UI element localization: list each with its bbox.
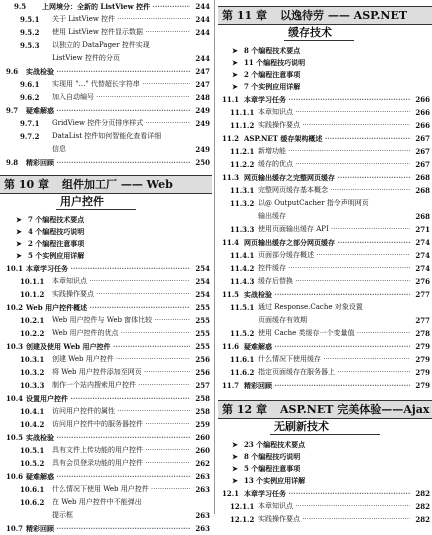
page-number: 257 [195, 381, 210, 390]
page-number: 263 [195, 524, 210, 533]
page-number: 263 [195, 472, 210, 481]
arrow-bullet-icon: ➤ [16, 227, 22, 236]
page-number: 279 [415, 368, 430, 377]
section-title: 页面缓存有效期 [258, 316, 307, 324]
section-title: 疑难解惑 ····· [26, 470, 190, 483]
section-title: 加入自动编号 ····· [52, 91, 190, 104]
section-number: 9.5.3 [20, 41, 40, 50]
section-number: 11.4.2 [230, 264, 255, 273]
section-title: 实践操作要点 ····· [52, 288, 190, 301]
section-title: ASP.NET 缓存架构概述 ····· [244, 132, 410, 145]
toc-subsection-entry [0, 314, 212, 327]
section-number: 11.4.1 [230, 251, 255, 260]
toc-subsection-entry [0, 26, 212, 39]
toc-subsection-entry [0, 143, 212, 156]
page-number: 262 [195, 459, 210, 468]
section-title: 通过 Response.Cache 对象设置 [258, 303, 363, 311]
section-number: 10.1 [6, 264, 24, 273]
toc-subsection-entry [0, 275, 212, 288]
toc-section-entry [0, 301, 212, 314]
section-number: 10.6.2 [20, 498, 45, 507]
page-number: 277 [415, 290, 430, 299]
page-number: 277 [415, 316, 430, 325]
section-number: 9.6.2 [20, 93, 40, 102]
section-title: 疑难解惑 ····· [26, 104, 190, 117]
page-number: 258 [195, 394, 210, 403]
toc-subsection-entry [0, 327, 212, 340]
toc-left-column [0, 0, 212, 535]
section-number: 9.5.2 [20, 28, 40, 37]
section-title: 网页输出缓存之部分网页缓存 ····· [244, 236, 410, 249]
toc-subsection-entry [218, 314, 432, 327]
page-number: 266 [415, 121, 430, 130]
toc-subsection-entry [0, 366, 212, 379]
section-title: Web 用户控件与 Web 窗体比较 ····· [52, 314, 190, 327]
highlight-text: 8 个编程技巧说明 [244, 452, 301, 461]
section-number: 10.4 [6, 394, 24, 403]
page-number: 244 [195, 15, 210, 24]
toc-subsection-entry [0, 117, 212, 130]
toc-subsection-entry [0, 483, 212, 496]
toc-subsection-entry [0, 405, 212, 418]
toc-section-entry [218, 340, 432, 353]
chapter-underline [56, 209, 136, 211]
section-title: 提示框 [52, 511, 73, 519]
page-number: 244 [195, 54, 210, 63]
section-title: 实践操作要点 ····· [258, 513, 410, 526]
toc-subsection-entry [0, 418, 212, 431]
arrow-bullet-icon: ➤ [232, 70, 238, 79]
page-number: 256 [195, 368, 210, 377]
section-number: 10.1.2 [20, 290, 45, 299]
section-title: 具有文件上传功能的用户控件 ····· [52, 444, 190, 457]
section-number: 11.1.2 [230, 121, 255, 130]
section-title: 缓存的优点 ····· [258, 158, 410, 171]
highlight-text: 2 个编程注意事项 [244, 70, 301, 79]
section-title: 新增功能 ····· [258, 145, 410, 158]
page-number: 268 [415, 186, 430, 195]
page-number: 249 [195, 145, 210, 154]
toc-subsection-entry [0, 379, 212, 392]
toc-subsection-entry [218, 223, 432, 236]
section-number: 10.3.1 [20, 355, 45, 364]
section-number: 10.4.2 [20, 420, 45, 429]
chapter-highlight-item [218, 57, 432, 69]
highlight-text: 7 个实例应用详解 [244, 82, 301, 91]
section-number: 9.7.2 [20, 132, 40, 141]
section-title: 具有会员登录功能的用户控件 ····· [52, 457, 190, 470]
toc-subsection-entry [0, 91, 212, 104]
section-number: 12.1.2 [230, 515, 255, 524]
page-number: 268 [415, 173, 430, 182]
toc-subsection-entry [0, 457, 212, 470]
section-title: 上网境分：全新的 ListView 控件 ····· [42, 0, 190, 13]
page-number: 256 [195, 355, 210, 364]
page-number: 255 [195, 329, 210, 338]
chapter-title: 组件加工厂 —— Web [62, 178, 173, 191]
arrow-bullet-icon: ➤ [232, 452, 238, 461]
page-number: 263 [195, 511, 210, 520]
page-number: 278 [415, 329, 430, 338]
chapter-11-heading [218, 6, 432, 41]
page-number: 247 [195, 67, 210, 76]
page-number: 282 [415, 489, 430, 498]
section-title: 网页输出缓存之完整网页缓存 ····· [244, 171, 410, 184]
chapter-title: 以逸待劳 —— ASP.NET [280, 9, 408, 22]
toc-subsection-entry [218, 327, 432, 340]
toc-section-entry [0, 65, 212, 78]
chapter-highlight-item [218, 463, 432, 475]
toc-subsection-entry [218, 184, 432, 197]
section-title: 创建及使用 Web 用户控件 ····· [26, 340, 190, 353]
section-title: 设置用户控件 ····· [26, 392, 190, 405]
toc-subsection-entry [0, 130, 212, 143]
section-title: 精彩回顾 ····· [26, 156, 190, 169]
toc-section-entry [218, 132, 432, 145]
page-number: 274 [415, 264, 430, 273]
arrow-bullet-icon: ➤ [232, 476, 238, 485]
toc-subsection-entry [218, 366, 432, 379]
chapter-highlight-item [218, 81, 432, 93]
chapter-highlight-item [0, 226, 212, 238]
section-number: 9.6 [6, 67, 19, 76]
section-title: 缓存后替换 ····· [258, 275, 410, 288]
section-number: 10.3.3 [20, 381, 45, 390]
toc-subsection-entry [218, 158, 432, 171]
chapter-highlight-item [218, 45, 432, 57]
highlight-text: 5 个编程注意事项 [244, 464, 301, 473]
highlight-text: 23 个编程技术要点 [244, 440, 306, 449]
section-number: 10.5.1 [20, 446, 45, 455]
section-number: 11.5.1 [230, 303, 255, 312]
chapter-number: 第 10 章 [4, 178, 49, 191]
toc-subsection-entry [0, 0, 212, 13]
section-number: 11.5 [222, 290, 240, 299]
section-title: 精彩回顾 ····· [26, 522, 190, 535]
section-title: 疑难解惑 ····· [244, 340, 410, 353]
section-number: 10.5 [6, 433, 24, 442]
section-number: 9.5.1 [20, 15, 40, 24]
section-number: 9.7 [6, 106, 19, 115]
section-number: 12.1 [222, 489, 240, 498]
section-number: 11.1.1 [230, 108, 255, 117]
toc-subsection-entry [0, 52, 212, 65]
toc-section-entry [0, 156, 212, 169]
section-title: 本章知识点 ····· [258, 106, 410, 119]
page-number: 271 [415, 225, 430, 234]
toc-subsection-entry [218, 249, 432, 262]
section-number: 11.4 [222, 238, 240, 247]
toc-section-entry [0, 522, 212, 535]
page-number: 260 [195, 433, 210, 442]
page-number: 274 [415, 238, 430, 247]
page-number: 266 [415, 95, 430, 104]
section-number: 10.6.1 [20, 485, 45, 494]
section-title: 以@ OutputCacher 指令声明网页 [258, 199, 369, 207]
arrow-bullet-icon: ➤ [16, 215, 22, 224]
highlight-text: 4 个编程技巧说明 [28, 227, 85, 236]
chapter-title-line2: 缓存技术 [288, 26, 332, 39]
section-title: 指定页面缓存在服务器上 ····· [258, 366, 410, 379]
page-number: 258 [195, 407, 210, 416]
section-title: 页面部分缓存概述 ····· [258, 249, 410, 262]
chapter-highlight-item [218, 475, 432, 487]
section-title: 创建 Web 用户控件 ····· [52, 353, 190, 366]
highlight-text: 13 个实例应用详解 [244, 476, 306, 485]
arrow-bullet-icon: ➤ [16, 239, 22, 248]
section-title: 访问用户控件的属性 ····· [52, 405, 190, 418]
toc-section-entry [218, 171, 432, 184]
toc-subsection-entry [0, 39, 212, 52]
section-title: 访问用户控件中的服务器控件 ····· [52, 418, 190, 431]
page-number: 267 [415, 147, 430, 156]
section-number: 11.2 [222, 134, 240, 143]
page-number: 254 [195, 290, 210, 299]
page-number: 266 [415, 108, 430, 117]
chapter-highlight-item [218, 439, 432, 451]
section-title: 使用 Cache 类缓存一个变量值 ····· [258, 327, 410, 340]
toc-right-column [218, 0, 432, 526]
toc-subsection-entry [218, 275, 432, 288]
chapter-title: ASP.NET 完美体验——Ajax [280, 403, 430, 416]
toc-section-entry [218, 379, 432, 392]
page-number: 248 [195, 93, 210, 102]
toc-subsection-entry [218, 197, 432, 210]
section-title: 使用页面输出缓存 API ····· [258, 223, 410, 236]
arrow-bullet-icon: ➤ [16, 251, 22, 260]
section-title: 实践操作要点 ····· [258, 119, 410, 132]
column-divider [214, 0, 215, 514]
section-title: 使用 ListView 控件显示数据 ····· [52, 26, 190, 39]
highlight-text: 5 个实例应用详解 [28, 251, 85, 260]
page-number: 267 [415, 160, 430, 169]
toc-section-entry [0, 431, 212, 444]
highlight-text: 11 个编程技巧说明 [244, 58, 306, 67]
page-number: 282 [415, 502, 430, 511]
arrow-bullet-icon: ➤ [232, 82, 238, 91]
toc-subsection-entry [218, 500, 432, 513]
section-title: Web 用户控件的优点 ····· [52, 327, 190, 340]
toc-section-entry [218, 487, 432, 500]
section-title: 输出缓存 [258, 212, 286, 220]
page-number: 255 [195, 316, 210, 325]
chapter-highlight-item [0, 250, 212, 262]
section-number: 10.2 [6, 303, 24, 312]
highlight-text: 7 个编程技术要点 [28, 215, 85, 224]
section-number: 11.6.1 [230, 355, 255, 364]
arrow-bullet-icon: ➤ [232, 464, 238, 473]
toc-subsection-entry [0, 444, 212, 457]
section-number: 10.1.1 [20, 277, 45, 286]
chapter-highlight-item [218, 69, 432, 81]
section-title: 本章学习任务 ····· [244, 93, 410, 106]
chapter-highlight-item [0, 238, 212, 250]
section-title: 完整网页缓存基本概念 ····· [258, 184, 410, 197]
section-title: 关于 ListView 控件 ····· [52, 13, 190, 26]
section-number: 10.3 [6, 342, 24, 351]
section-title: DataList 控件如何智能化查看详细 [52, 132, 162, 140]
page-number: 276 [415, 277, 430, 286]
page-number: 244 [195, 28, 210, 37]
toc-section-entry [0, 340, 212, 353]
toc-subsection-entry [218, 210, 432, 223]
section-number: 11.6.2 [230, 368, 255, 377]
chapter-number: 第 12 章 [222, 403, 267, 416]
page-number: 255 [195, 303, 210, 312]
toc-subsection-entry [0, 496, 212, 509]
section-title: 本章学习任务 ····· [244, 487, 410, 500]
toc-section-entry [0, 262, 212, 275]
toc-subsection-entry [0, 13, 212, 26]
section-number: 11.3.2 [230, 199, 255, 208]
page-number: 260 [195, 446, 210, 455]
chapter-title-line2: 用户控件 [60, 195, 104, 208]
section-title: 本章知识点 ····· [258, 500, 410, 513]
section-title: 什么情况下使用 Web 用户控件 ····· [52, 483, 190, 496]
toc-subsection-entry [218, 119, 432, 132]
page-number: 254 [195, 264, 210, 273]
section-number: 10.2.1 [20, 316, 45, 325]
toc-subsection-entry [0, 509, 212, 522]
section-title: 以独立的 DataPager 控件实现 [52, 41, 150, 49]
page-number: 244 [195, 2, 210, 11]
section-number: 11.3.3 [230, 225, 255, 234]
section-title: 实战检验 ····· [26, 431, 190, 444]
section-number: 9.5 [14, 2, 27, 11]
section-title: 在 Web 用户控件中不能弹出 [52, 498, 142, 506]
section-title: 什么情况下使用缓存 ····· [258, 353, 410, 366]
page-number: 263 [195, 485, 210, 494]
toc-section-entry [218, 236, 432, 249]
section-title: 制作一个站内搜索用户控件 ····· [52, 379, 190, 392]
section-title: 实战检验 ····· [26, 65, 190, 78]
toc-subsection-entry [0, 288, 212, 301]
section-title: 实现用 "…" 代替超长字符串 ····· [52, 78, 190, 91]
section-title: GridView 控件分页排序样式 ····· [52, 117, 190, 130]
page-number: 249 [195, 119, 210, 128]
section-number: 9.6.1 [20, 80, 40, 89]
section-number: 11.3 [222, 173, 240, 182]
section-number: 11.1 [222, 95, 240, 104]
section-title: 控件缓存 ····· [258, 262, 410, 275]
section-title: ListView 控件的分页 [52, 54, 120, 62]
section-number: 11.2.2 [230, 160, 255, 169]
toc-subsection-entry [0, 353, 212, 366]
arrow-bullet-icon: ➤ [232, 46, 238, 55]
toc-subsection-entry [218, 301, 432, 314]
highlight-text: 2 个编程注意事项 [28, 239, 85, 248]
section-number: 11.7 [222, 381, 240, 390]
page-number: 247 [195, 80, 210, 89]
chapter-number: 第 11 章 [222, 9, 267, 22]
section-number: 9.8 [6, 158, 19, 167]
page-number: 274 [415, 251, 430, 260]
toc-section-entry [218, 93, 432, 106]
page-number: 279 [415, 342, 430, 351]
page-number: 255 [195, 342, 210, 351]
page-number: 250 [195, 158, 210, 167]
toc-subsection-entry [218, 106, 432, 119]
section-number: 11.6 [222, 342, 240, 351]
section-number: 11.4.3 [230, 277, 255, 286]
toc-section-entry [218, 288, 432, 301]
section-title: 将 Web 用户控件添加至网页 ····· [52, 366, 190, 379]
section-number: 11.2.1 [230, 147, 255, 156]
section-number: 10.5.2 [20, 459, 45, 468]
toc-subsection-entry [218, 353, 432, 366]
arrow-bullet-icon: ➤ [232, 440, 238, 449]
section-number: 11.5.2 [230, 329, 255, 338]
chapter-highlight-item [0, 214, 212, 226]
page-number: 268 [415, 212, 430, 221]
toc-subsection-entry [218, 513, 432, 526]
section-number: 9.7.1 [20, 119, 40, 128]
toc-subsection-entry [218, 262, 432, 275]
page-number: 254 [195, 277, 210, 286]
toc-section-entry [0, 470, 212, 483]
section-title: 信息 [52, 145, 66, 153]
chapter-title-line2: 无刷新技术 [274, 420, 329, 433]
chapter-underline [270, 434, 380, 436]
section-number: 10.3.2 [20, 368, 45, 377]
section-title: 实战检验 ····· [244, 288, 410, 301]
toc-subsection-entry [218, 145, 432, 158]
page-number: 249 [195, 106, 210, 115]
page-number: 282 [415, 515, 430, 524]
highlight-text: 8 个编程技术要点 [244, 46, 301, 55]
page-number: 279 [415, 381, 430, 390]
chapter-underline [284, 40, 354, 42]
toc-section-entry [0, 392, 212, 405]
section-title: 精彩回顾 ····· [244, 379, 410, 392]
chapter-highlight-item [218, 451, 432, 463]
arrow-bullet-icon: ➤ [232, 58, 238, 67]
chapter-10-heading [0, 175, 212, 210]
section-number: 11.3.1 [230, 186, 255, 195]
section-title: Web 用户控件概述 ····· [26, 301, 190, 314]
toc-section-entry [0, 104, 212, 117]
section-number: 10.2.2 [20, 329, 45, 338]
page-number: 279 [415, 355, 430, 364]
section-title: 本章学习任务 ····· [26, 262, 190, 275]
section-title: 本章知识点 ····· [52, 275, 190, 288]
section-number: 10.7 [6, 524, 24, 533]
section-number: 12.1.1 [230, 502, 255, 511]
chapter-12-heading [218, 400, 432, 435]
section-number: 10.6 [6, 472, 24, 481]
page-number: 267 [415, 134, 430, 143]
toc-subsection-entry [0, 78, 212, 91]
section-number: 10.4.1 [20, 407, 45, 416]
page-number: 259 [195, 420, 210, 429]
